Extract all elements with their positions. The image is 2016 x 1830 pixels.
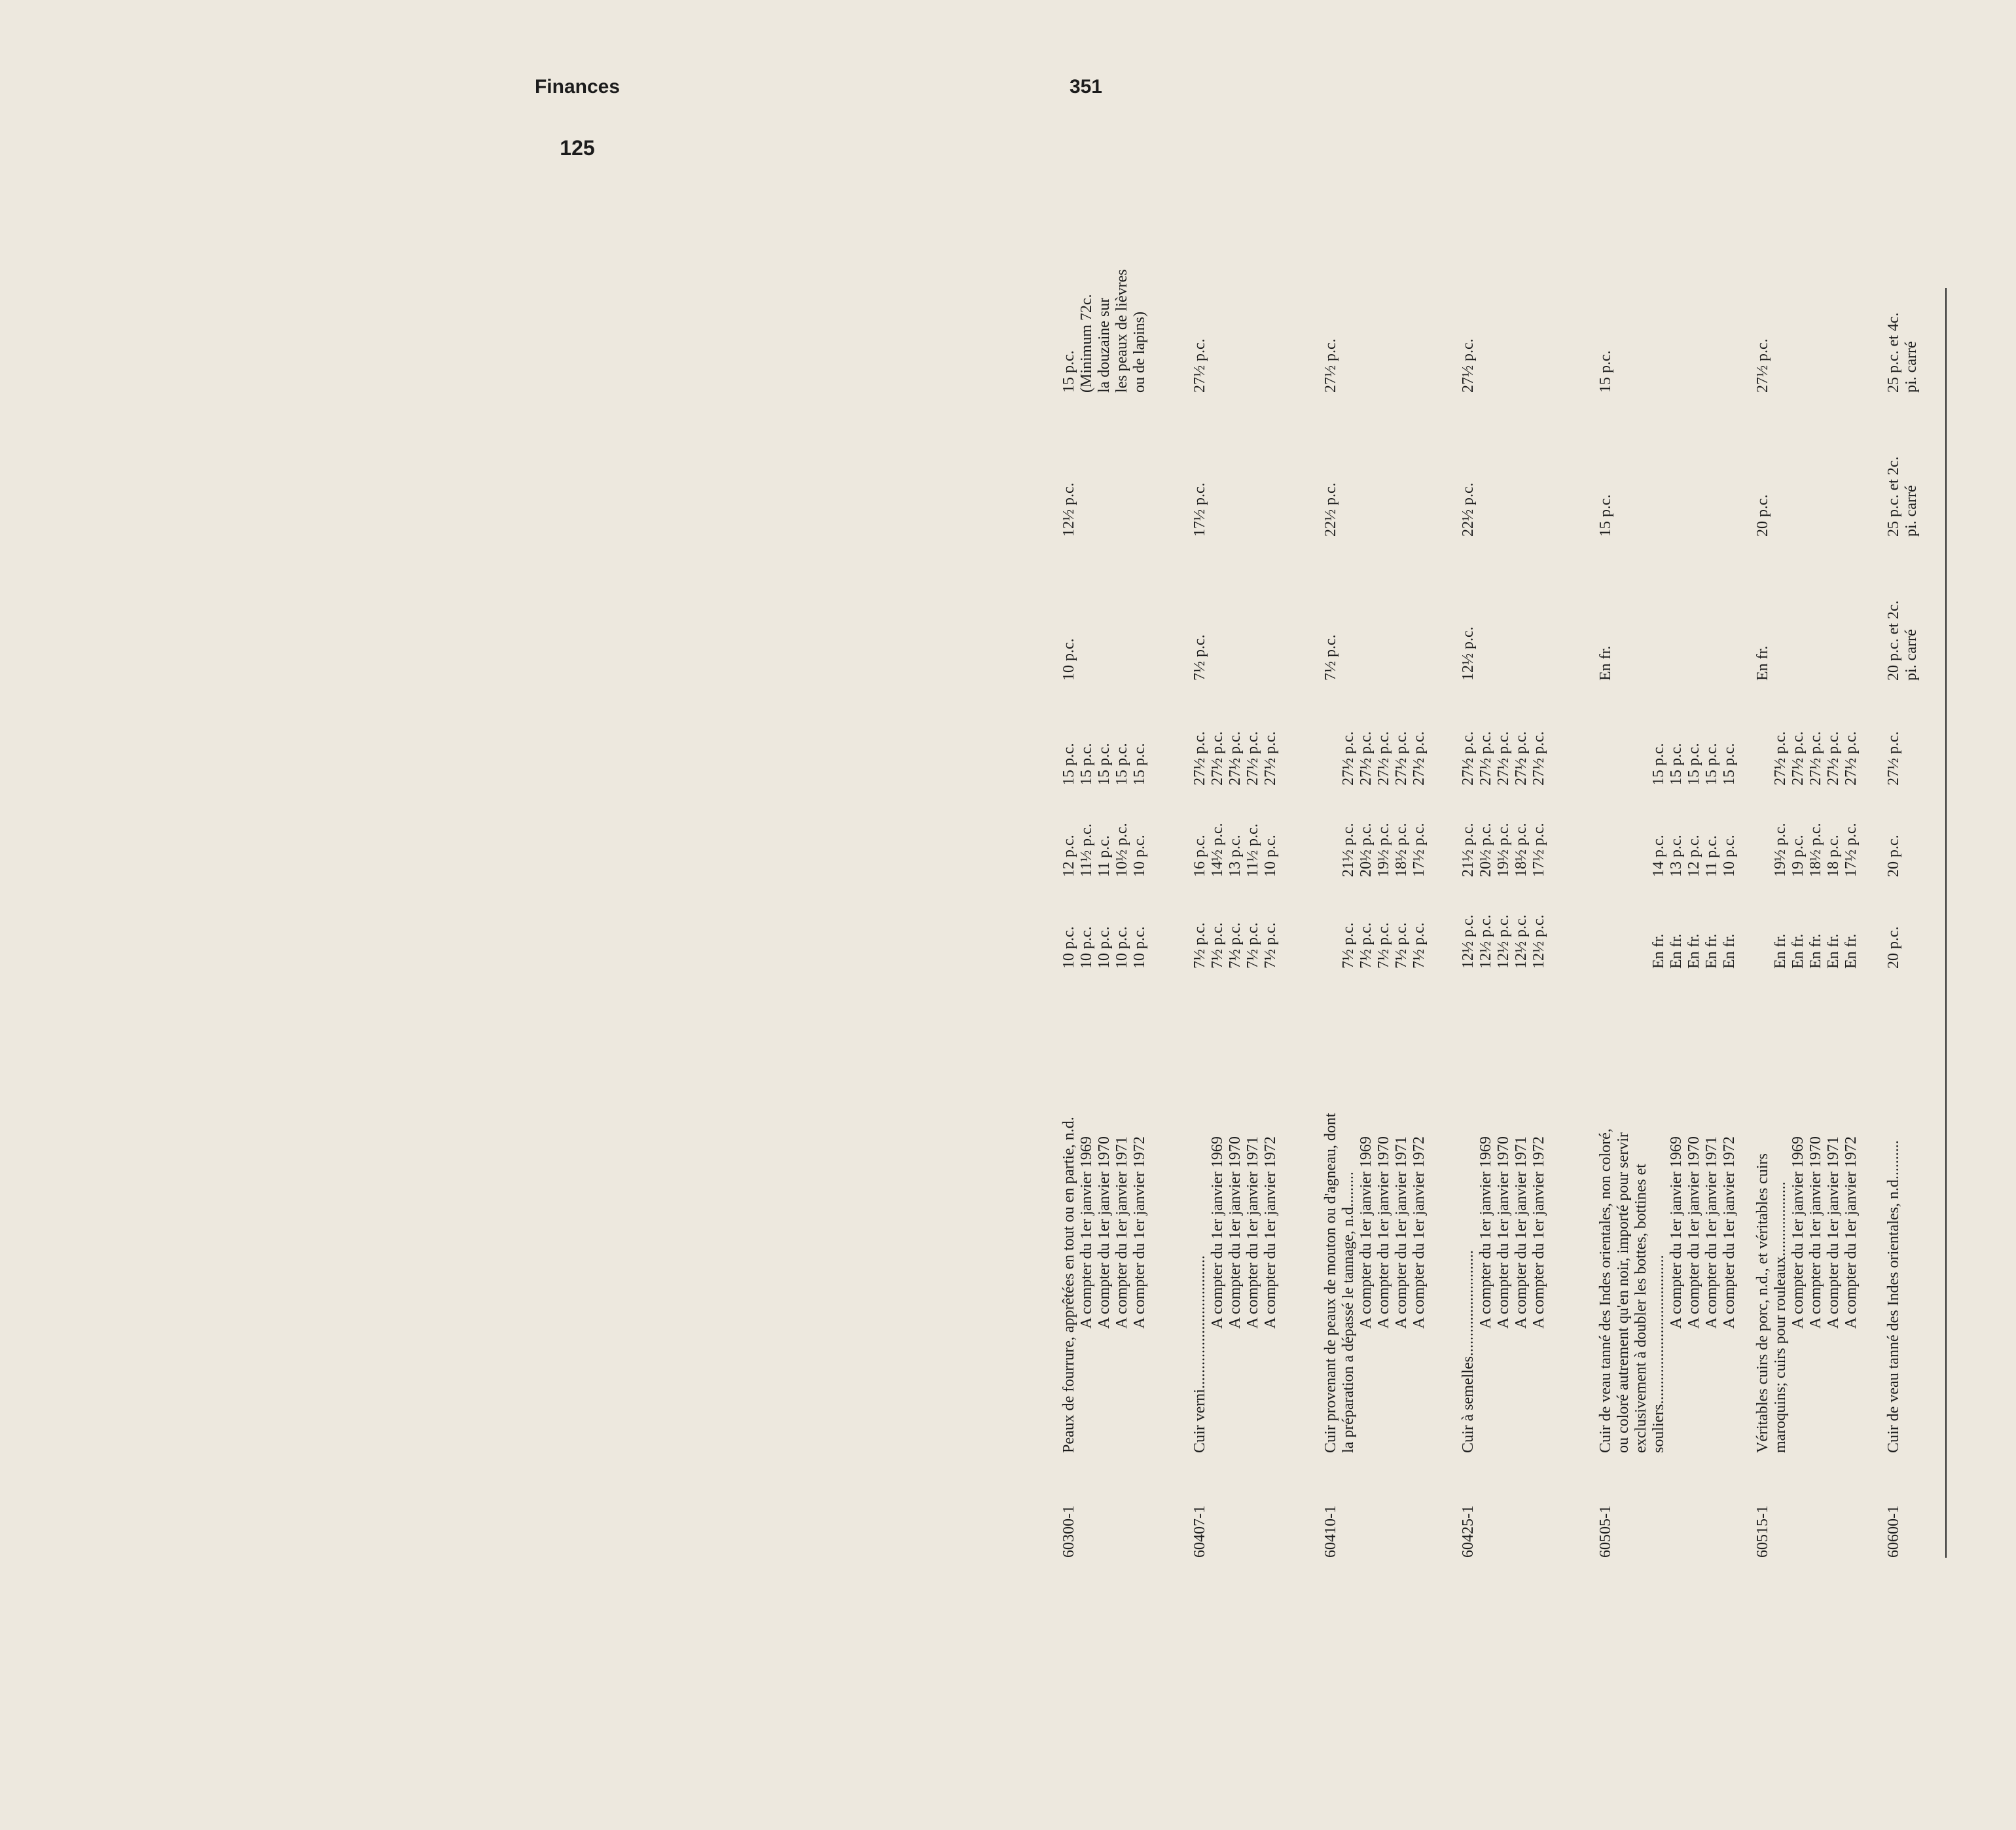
rate-value: 7½ p.c. xyxy=(1375,922,1392,969)
description-line: Cuir verni.................................. xyxy=(1191,1255,1208,1453)
rate-value: 11 p.c. xyxy=(1703,835,1720,877)
rate-column-5 xyxy=(1060,425,1078,537)
rate-value: 19½ p.c. xyxy=(1495,823,1512,877)
section-title: Finances xyxy=(534,76,621,98)
rate-value: 27½ p.c. xyxy=(1340,731,1357,785)
rate-value: 27½ p.c. xyxy=(1825,731,1842,785)
rate-column-3 xyxy=(1650,694,1738,785)
rate-value: 12½ p.c. xyxy=(1477,914,1494,969)
effective-date-line: A compter du 1er janvier 1972 xyxy=(1262,1136,1279,1329)
rate-value: pi. carré xyxy=(1903,485,1920,537)
rate-column-4 xyxy=(1322,576,1340,681)
rate-value: 18 p.c. xyxy=(1825,834,1842,877)
rate-value: 19½ p.c. xyxy=(1375,823,1392,877)
rate-column-3 xyxy=(1885,694,1903,785)
rate-column-1 xyxy=(1460,884,1548,969)
rate-value: 15 p.c. xyxy=(1597,350,1614,393)
rate-value: En fr. xyxy=(1754,645,1771,681)
tariff-code: 60300-1 xyxy=(1060,1505,1077,1558)
rate-value: En fr. xyxy=(1703,933,1720,969)
rate-value: 10 p.c. xyxy=(1060,638,1077,681)
rate-value: 20 p.c. xyxy=(1754,494,1771,537)
tariff-description xyxy=(1885,969,1903,1453)
rate-value: 27½ p.c. xyxy=(1375,731,1392,785)
rate-value: 15 p.c. xyxy=(1131,743,1148,785)
effective-date-line: A compter du 1er janvier 1969 xyxy=(1358,1136,1375,1329)
rate-value: 7½ p.c. xyxy=(1244,922,1261,969)
effective-date-line: A compter du 1er janvier 1970 xyxy=(1227,1136,1244,1329)
rate-value: 18½ p.c. xyxy=(1393,823,1410,877)
effective-date-line: A compter du 1er janvier 1972 xyxy=(1411,1136,1428,1329)
rate-value: 10 p.c. xyxy=(1262,834,1279,877)
rate-value: les peaux de lièvres xyxy=(1113,269,1130,393)
rate-value: 22½ p.c. xyxy=(1322,482,1339,537)
description-line: Cuir de veau tanné des Indes orientales, n.d.......... xyxy=(1885,1140,1902,1453)
rate-value: 27½ p.c. xyxy=(1513,731,1530,785)
rate-value: ou de lapins) xyxy=(1131,312,1148,393)
rate-value: 15 p.c. xyxy=(1060,743,1077,785)
description-line: Cuir à semelles........................... xyxy=(1460,1250,1477,1453)
rate-value: 15 p.c. xyxy=(1096,743,1113,785)
page-number: 351 xyxy=(1069,76,1102,98)
rate-value: En fr. xyxy=(1790,933,1807,969)
rate-column-6 xyxy=(1754,196,1772,393)
rate-value: 12½ p.c. xyxy=(1460,626,1477,681)
rate-column-5 xyxy=(1885,425,1920,537)
rate-value: 13 p.c. xyxy=(1227,834,1244,877)
tariff-code: 60425-1 xyxy=(1460,1505,1477,1558)
rate-value: En fr. xyxy=(1650,933,1667,969)
rate-value: 21½ p.c. xyxy=(1340,823,1357,877)
tariff-description xyxy=(1597,969,1738,1453)
rate-value: 15 p.c. xyxy=(1685,743,1702,785)
rate-value: 10 p.c. xyxy=(1078,926,1095,969)
rate-value: 10 p.c. xyxy=(1131,834,1148,877)
rate-value: 15 p.c. xyxy=(1113,743,1130,785)
rate-value: 25 p.c. et 2c. xyxy=(1885,456,1902,537)
rate-value: 11 p.c. xyxy=(1096,835,1113,877)
description-line: maroquins; cuirs pour rouleaux................... xyxy=(1772,1181,1789,1453)
rate-value: 27½ p.c. xyxy=(1460,338,1477,393)
description-line: Cuir de veau tanné des Indes orientales, non coloré, xyxy=(1597,1128,1614,1453)
description-line: ou coloré autrement qu'en noir, importé pour servir xyxy=(1615,1132,1632,1453)
effective-date-line: A compter du 1er janvier 1971 xyxy=(1513,1136,1530,1329)
rate-value: 10½ p.c. xyxy=(1113,823,1130,877)
rate-value: En fr. xyxy=(1597,645,1614,681)
rate-value: pi. carré xyxy=(1903,341,1920,393)
rate-column-3 xyxy=(1772,694,1860,785)
effective-date-line: A compter du 1er janvier 1970 xyxy=(1375,1136,1392,1329)
rate-value: (Minimum 72c. xyxy=(1078,294,1095,393)
rate-column-5 xyxy=(1191,425,1209,537)
rate-value: 27½ p.c. xyxy=(1754,338,1771,393)
rate-column-3 xyxy=(1460,694,1548,785)
rate-value: 12½ p.c. xyxy=(1495,914,1512,969)
rate-value: En fr. xyxy=(1807,933,1824,969)
rate-value: 27½ p.c. xyxy=(1495,731,1512,785)
document-number: 125 xyxy=(560,136,595,160)
effective-date-line: A compter du 1er janvier 1971 xyxy=(1703,1136,1720,1329)
rate-value: 14 p.c. xyxy=(1650,834,1667,877)
effective-date-line: A compter du 1er janvier 1972 xyxy=(1530,1136,1547,1329)
tariff-code: 60505-1 xyxy=(1597,1505,1614,1558)
rate-value: 15 p.c. xyxy=(1650,743,1667,785)
rate-column-3 xyxy=(1191,694,1280,785)
effective-date-line: A compter du 1er janvier 1969 xyxy=(1477,1136,1494,1329)
rate-value: 12 p.c. xyxy=(1060,834,1077,877)
effective-date-line: A compter du 1er janvier 1970 xyxy=(1685,1136,1702,1329)
rate-value: 15 p.c. xyxy=(1721,743,1738,785)
effective-date-line: A compter du 1er janvier 1970 xyxy=(1807,1136,1824,1329)
effective-date-line: A compter du 1er janvier 1969 xyxy=(1209,1136,1226,1329)
effective-date-line: A compter du 1er janvier 1969 xyxy=(1790,1136,1807,1329)
rate-value: 11½ p.c. xyxy=(1078,823,1095,877)
rate-value: En fr. xyxy=(1668,933,1685,969)
rate-value: 27½ p.c. xyxy=(1530,731,1547,785)
tariff-description xyxy=(1322,969,1428,1453)
description-line: Véritables cuirs de porc, n.d., et véritables cuirs xyxy=(1754,1153,1771,1453)
rate-value: 27½ p.c. xyxy=(1244,731,1261,785)
rate-column-2 xyxy=(1885,792,1903,877)
tariff-code: 60407-1 xyxy=(1191,1505,1208,1558)
rate-value: 10 p.c. xyxy=(1113,926,1130,969)
effective-date-line: A compter du 1er janvier 1969 xyxy=(1668,1136,1685,1329)
tariff-code: 60600-1 xyxy=(1885,1505,1902,1558)
rate-column-1 xyxy=(1191,884,1280,969)
effective-date-line: A compter du 1er janvier 1972 xyxy=(1843,1136,1860,1329)
rate-value: 21½ p.c. xyxy=(1460,823,1477,877)
rate-value: 27½ p.c. xyxy=(1358,731,1375,785)
rate-column-6 xyxy=(1191,196,1209,393)
rate-value: 19½ p.c. xyxy=(1772,823,1789,877)
rate-value: 7½ p.c. xyxy=(1191,922,1208,969)
rate-value: 7½ p.c. xyxy=(1322,634,1339,681)
rate-value: 10 p.c. xyxy=(1060,926,1077,969)
tariff-code: 60515-1 xyxy=(1754,1505,1771,1558)
rate-value: 7½ p.c. xyxy=(1411,922,1428,969)
rate-column-2 xyxy=(1772,792,1860,877)
rate-value: 17½ p.c. xyxy=(1191,482,1208,537)
description-line: souliers...................................... xyxy=(1650,1255,1667,1453)
effective-date-line: A compter du 1er janvier 1969 xyxy=(1078,1136,1095,1329)
rate-value: 14½ p.c. xyxy=(1209,823,1226,877)
rate-column-6 xyxy=(1597,196,1615,393)
rate-value: 18½ p.c. xyxy=(1807,823,1824,877)
rate-value: 18½ p.c. xyxy=(1513,823,1530,877)
rate-column-1 xyxy=(1650,884,1738,969)
rate-value: 7½ p.c. xyxy=(1191,634,1208,681)
rate-value: 20 p.c. xyxy=(1885,834,1902,877)
rate-value: 7½ p.c. xyxy=(1209,922,1226,969)
rate-value: 15 p.c. xyxy=(1078,743,1095,785)
effective-date-line: A compter du 1er janvier 1972 xyxy=(1721,1136,1738,1329)
rate-value: 19 p.c. xyxy=(1790,834,1807,877)
rate-value: 17½ p.c. xyxy=(1843,823,1860,877)
rate-value: 27½ p.c. xyxy=(1807,731,1824,785)
rate-column-6 xyxy=(1885,196,1920,393)
rate-value: 12½ p.c. xyxy=(1060,482,1077,537)
rate-value: 15 p.c. xyxy=(1597,494,1614,537)
rate-value: 20 p.c. et 2c. xyxy=(1885,600,1902,681)
rate-value: 27½ p.c. xyxy=(1790,731,1807,785)
rate-value: 10 p.c. xyxy=(1721,834,1738,877)
rate-value: 12½ p.c. xyxy=(1513,914,1530,969)
rate-column-2 xyxy=(1340,792,1428,877)
rate-value: la douzaine sur xyxy=(1096,297,1113,393)
description-line: exclusivement à doubler les bottes, bottines et xyxy=(1632,1164,1649,1453)
rate-value: 20½ p.c. xyxy=(1358,823,1375,877)
effective-date-line: A compter du 1er janvier 1972 xyxy=(1131,1136,1148,1329)
description-line: Peaux de fourrure, apprêtées en tout ou en partie, n.d. xyxy=(1060,1117,1077,1453)
rate-value: 22½ p.c. xyxy=(1460,482,1477,537)
rate-column-5 xyxy=(1322,425,1340,537)
rate-column-1 xyxy=(1060,884,1149,969)
rate-column-4 xyxy=(1754,576,1772,681)
rate-column-4 xyxy=(1191,576,1209,681)
rate-value: 15 p.c. xyxy=(1668,743,1685,785)
rate-value: En fr. xyxy=(1772,933,1789,969)
rate-value: 10 p.c. xyxy=(1131,926,1148,969)
rate-value: 15 p.c. xyxy=(1703,743,1720,785)
rate-column-1 xyxy=(1340,884,1428,969)
rate-value: En fr. xyxy=(1685,933,1702,969)
description-line: la préparation a dépassé le tannage, n.d......... xyxy=(1340,1172,1357,1453)
rate-column-1 xyxy=(1772,884,1860,969)
tariff-description xyxy=(1460,969,1548,1453)
rate-value: 27½ p.c. xyxy=(1209,731,1226,785)
rate-column-4 xyxy=(1597,576,1615,681)
rate-value: 27½ p.c. xyxy=(1262,731,1279,785)
tariff-description xyxy=(1060,969,1149,1453)
rate-value: 25 p.c. et 4c. xyxy=(1885,312,1902,393)
rate-column-3 xyxy=(1060,694,1149,785)
effective-date-line: A compter du 1er janvier 1971 xyxy=(1393,1136,1410,1329)
rate-value: 27½ p.c. xyxy=(1885,731,1902,785)
effective-date-line: A compter du 1er janvier 1971 xyxy=(1113,1136,1130,1329)
effective-date-line: A compter du 1er janvier 1971 xyxy=(1244,1136,1261,1329)
effective-date-line: A compter du 1er janvier 1970 xyxy=(1096,1136,1113,1329)
rate-column-1 xyxy=(1885,884,1903,969)
rate-value: 27½ p.c. xyxy=(1191,338,1208,393)
rate-value: 27½ p.c. xyxy=(1843,731,1860,785)
tariff-table xyxy=(1060,196,2016,1558)
rate-column-2 xyxy=(1060,792,1149,877)
rate-value: 20½ p.c. xyxy=(1477,823,1494,877)
rate-value: 27½ p.c. xyxy=(1191,731,1208,785)
rate-value: 10 p.c. xyxy=(1096,926,1113,969)
rate-value: 17½ p.c. xyxy=(1530,823,1547,877)
rate-value: En fr. xyxy=(1843,933,1860,969)
rate-value: 27½ p.c. xyxy=(1772,731,1789,785)
rate-value: 13 p.c. xyxy=(1668,834,1685,877)
effective-date-line: A compter du 1er janvier 1970 xyxy=(1495,1136,1512,1329)
rate-column-4 xyxy=(1460,576,1477,681)
tariff-description xyxy=(1754,969,1860,1453)
rate-column-6 xyxy=(1460,196,1477,393)
rate-column-3 xyxy=(1340,694,1428,785)
rate-column-5 xyxy=(1460,425,1477,537)
rate-value: 27½ p.c. xyxy=(1393,731,1410,785)
rate-value: 12½ p.c. xyxy=(1460,914,1477,969)
rate-value: 11½ p.c. xyxy=(1244,823,1261,877)
rate-value: 7½ p.c. xyxy=(1358,922,1375,969)
rate-value: pi. carré xyxy=(1903,629,1920,681)
rate-column-4 xyxy=(1885,576,1920,681)
table-bottom-rule xyxy=(1945,288,1947,1558)
description-line: Cuir provenant de peaux de mouton ou d'agneau, dont xyxy=(1322,1113,1339,1453)
rate-column-4 xyxy=(1060,576,1078,681)
rate-column-5 xyxy=(1754,425,1772,537)
rate-value: 27½ p.c. xyxy=(1227,731,1244,785)
rate-value: 27½ p.c. xyxy=(1460,731,1477,785)
rate-column-2 xyxy=(1191,792,1280,877)
rate-value: En fr. xyxy=(1721,933,1738,969)
rate-column-2 xyxy=(1460,792,1548,877)
rate-value: 7½ p.c. xyxy=(1262,922,1279,969)
rate-value: 27½ p.c. xyxy=(1322,338,1339,393)
rate-value: 17½ p.c. xyxy=(1411,823,1428,877)
rate-value: 15 p.c. xyxy=(1060,350,1077,393)
rate-column-6 xyxy=(1060,196,1149,393)
rate-value: 27½ p.c. xyxy=(1411,731,1428,785)
rate-value: 7½ p.c. xyxy=(1393,922,1410,969)
rate-column-5 xyxy=(1597,425,1615,537)
tariff-code: 60410-1 xyxy=(1322,1505,1339,1558)
rate-value: 12½ p.c. xyxy=(1530,914,1547,969)
rate-value: 16 p.c. xyxy=(1191,834,1208,877)
rate-value: 12 p.c. xyxy=(1685,834,1702,877)
tariff-description xyxy=(1191,969,1280,1453)
effective-date-line: A compter du 1er janvier 1971 xyxy=(1825,1136,1842,1329)
rate-column-6 xyxy=(1322,196,1340,393)
rate-value: 7½ p.c. xyxy=(1227,922,1244,969)
rate-value: 20 p.c. xyxy=(1885,926,1902,969)
rate-value: 27½ p.c. xyxy=(1477,731,1494,785)
rate-value: 7½ p.c. xyxy=(1340,922,1357,969)
rate-value: En fr. xyxy=(1825,933,1842,969)
rate-column-2 xyxy=(1650,792,1738,877)
